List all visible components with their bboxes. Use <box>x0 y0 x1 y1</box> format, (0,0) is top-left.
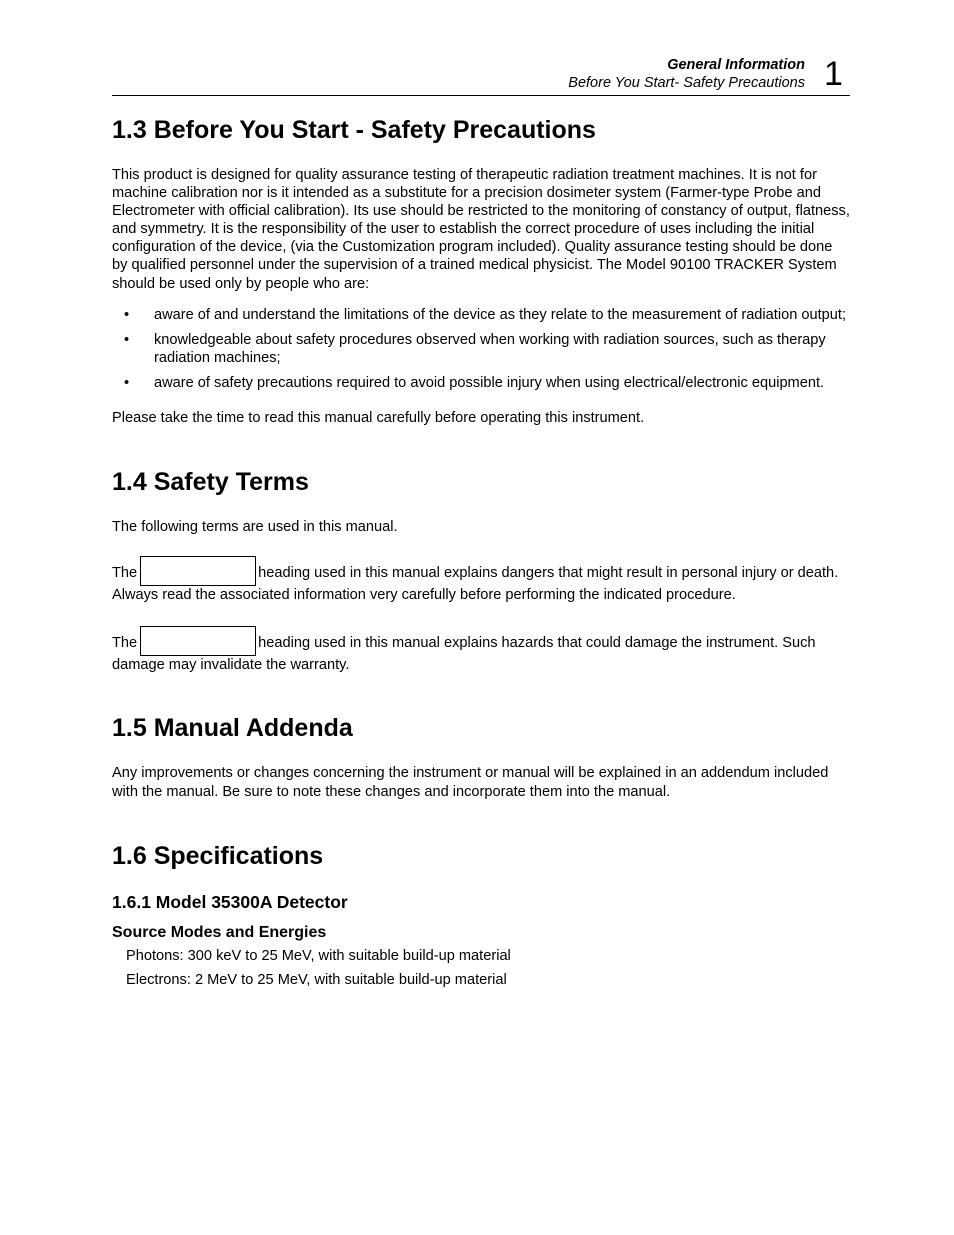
caution-term-text: heading used in this manual explains hazards that could damage the instrument. Such damage may invalidate the warranty. <box>112 635 816 674</box>
section-1-6-1-heading: 1.6.1 Model 35300A Detector <box>112 891 348 912</box>
section-1-4-heading: 1.4 Safety Terms <box>112 468 309 497</box>
caution-term-paragraph <box>112 626 850 674</box>
section-1-3-intro: This product is designed for quality assurance testing of therapeutic radiation treatment machines. It is not for machine calibration nor is it intended as a substitute for a precision dosimeter system (Farmer-type Probe and Electrometer with official calibration). Its use should be restricted to the monitoring of constancy of output, flatness, and symmetry. It is the responsibility of the user to establish the correct procedure of uses including the initial configuration of the device, (via the Customization program included). Quality assurance testing should be done by qualified personnel under the supervision of a trained medical physicist. The Model 90100 TRACKER System should be used only by people who are: <box>112 167 850 292</box>
caution-label-box <box>140 626 256 656</box>
section-1-5-body: Any improvements or changes concerning the instrument or manual will be explained in an addendum included with the manual. Be sure to note these changes and incorporate them into the manual. <box>112 765 829 800</box>
running-header <box>568 56 805 92</box>
chapter-number: 1 <box>824 55 843 93</box>
header-divider <box>112 95 850 96</box>
bullet-icon: • <box>124 306 130 323</box>
list-item-text: aware of and understand the limitations of the device as they relate to the measurement of radiation output; <box>154 306 846 323</box>
list-item <box>112 331 850 367</box>
page-content <box>112 113 850 989</box>
section-1-3-heading: 1.3 Before You Start - Safety Precautions <box>112 116 596 144</box>
spec-photons: Photons: 300 keV to 25 MeV, with suitable build-up material <box>126 947 511 964</box>
warning-term-text: heading used in this manual explains dangers that might result in personal injury or death. Always read the associated information very carefully before performing the indicated procedure. <box>112 565 839 604</box>
source-modes-heading: Source Modes and Energies <box>112 923 327 941</box>
bullet-icon: • <box>124 331 130 348</box>
section-1-6-heading: 1.6 Specifications <box>112 841 324 870</box>
warning-term-prefix: The <box>112 565 138 582</box>
section-1-3-closing: Please take the time to read this manual carefully before operating this instrument. <box>112 410 645 427</box>
warning-term-paragraph <box>112 556 850 604</box>
section-1-5-heading: 1.5 Manual Addenda <box>112 714 353 743</box>
section-1-4-intro: The following terms are used in this manual. <box>112 519 398 536</box>
section-1-3-bullet-list <box>112 306 850 392</box>
spec-electrons: Electrons: 2 MeV to 25 MeV, with suitable build-up material <box>126 971 507 988</box>
list-item-text: aware of safety precautions required to avoid possible injury when using electrical/electronic equipment. <box>154 374 825 391</box>
header-chapter-title: General Information <box>667 57 805 73</box>
caution-term-prefix: The <box>112 635 138 652</box>
header-section-title: Before You Start- Safety Precautions <box>568 75 805 91</box>
list-item <box>112 374 850 392</box>
warning-label-box <box>140 556 256 586</box>
list-item-text: knowledgeable about safety procedures observed when working with radiation sources, such as therapy radiation machines; <box>154 331 826 366</box>
bullet-icon: • <box>124 374 130 391</box>
list-item <box>112 306 850 324</box>
